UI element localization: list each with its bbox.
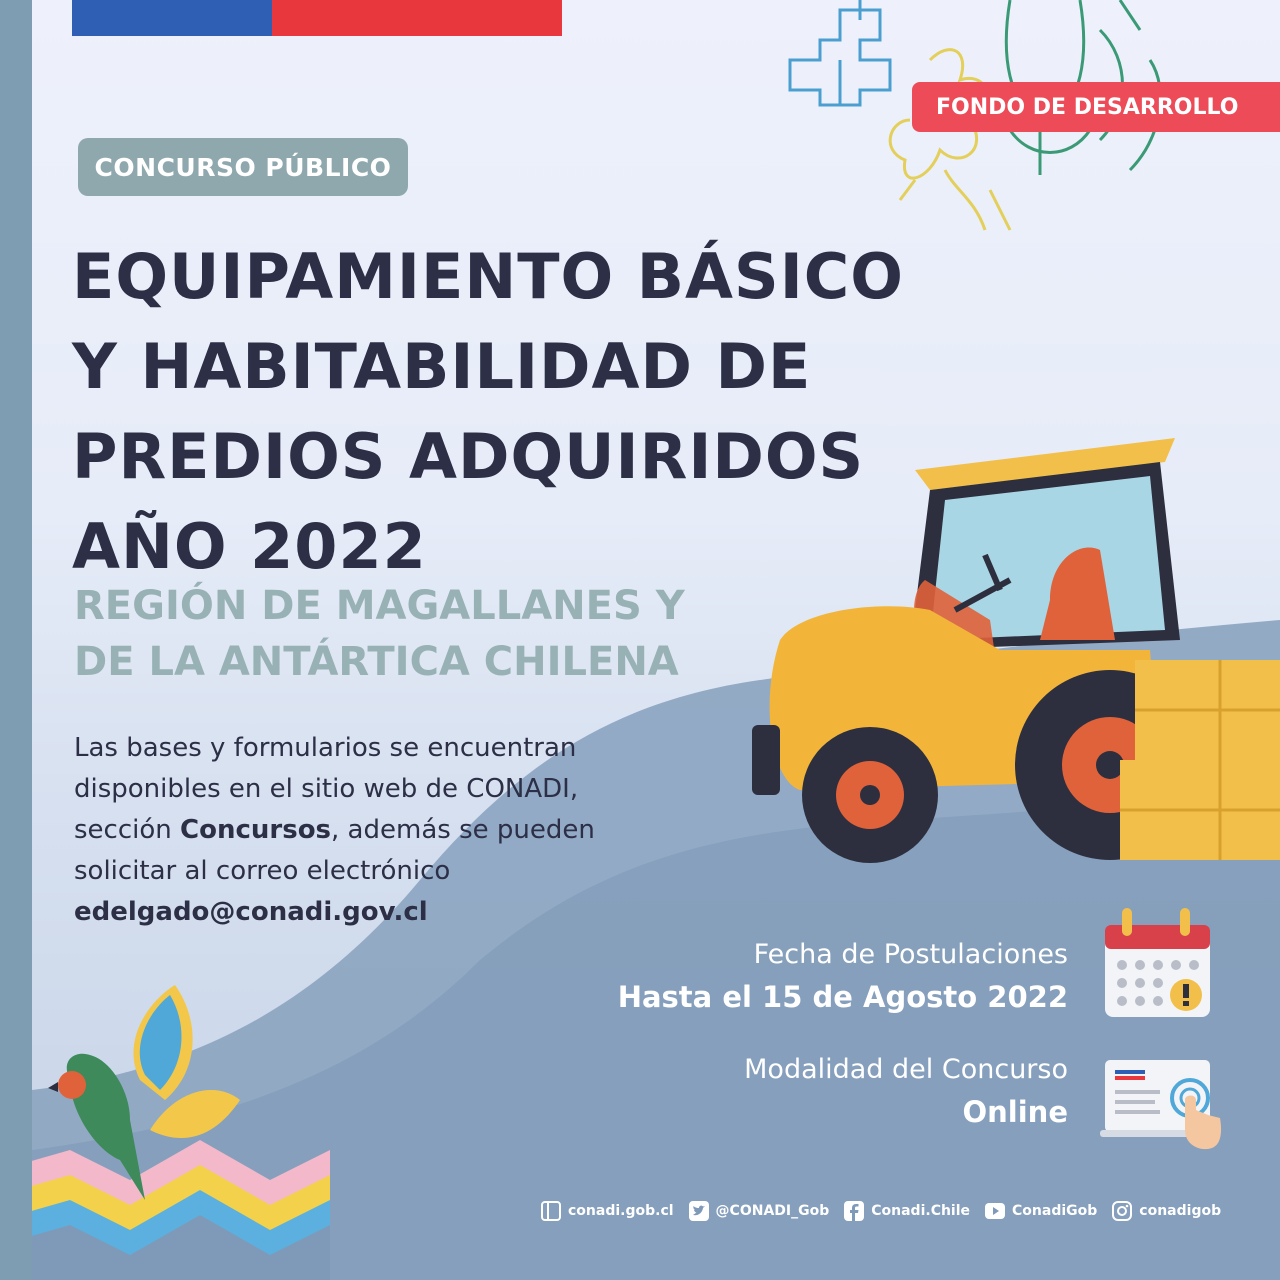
fecha-label: Fecha de Postulaciones <box>753 939 1068 970</box>
region-subtitle <box>74 578 685 690</box>
title-line: PREDIOS ADQUIRIDOS <box>72 420 865 493</box>
fondo-de-desarrollo-tag: FONDO DE DESARROLLO <box>912 82 1280 132</box>
social-facebook-label: Conadi.Chile <box>871 1203 971 1219</box>
social-links <box>540 1200 1221 1222</box>
social-web-label: conadi.gob.cl <box>568 1203 674 1219</box>
twitter-icon <box>688 1200 710 1222</box>
youtube-icon <box>984 1200 1006 1222</box>
subtitle-line: REGIÓN DE MAGALLANES Y <box>74 583 685 629</box>
body-text: , además se pueden <box>331 815 595 845</box>
body-paragraph <box>74 728 595 933</box>
contact-email[interactable]: edelgado@conadi.gov.cl <box>74 897 428 927</box>
title-line: Y HABITABILIDAD DE <box>72 330 812 403</box>
online-touch-icon <box>1100 1060 1221 1149</box>
fecha-value: Hasta el 15 de Agosto 2022 <box>617 980 1068 1014</box>
social-twitter[interactable] <box>688 1200 830 1222</box>
title-line: AÑO 2022 <box>72 510 427 583</box>
social-facebook[interactable] <box>843 1200 970 1222</box>
concurso-publico-badge: CONCURSO PÚBLICO <box>78 138 408 196</box>
body-text: sección <box>74 815 181 845</box>
title-line: EQUIPAMIENTO BÁSICO <box>72 240 904 313</box>
body-line: solicitar al correo electrónico <box>74 856 451 886</box>
flag-stripe-blue <box>72 0 272 36</box>
social-twitter-label: @CONADI_Gob <box>715 1203 830 1219</box>
social-instagram[interactable] <box>1111 1200 1221 1222</box>
facebook-icon <box>843 1200 865 1222</box>
modalidad-value: Online <box>962 1095 1068 1129</box>
main-title <box>72 232 904 592</box>
concursos-bold: Concursos <box>180 815 332 845</box>
flag-stripe-red <box>272 0 562 36</box>
body-line: Las bases y formularios se encuentran <box>74 733 577 763</box>
social-web[interactable] <box>540 1200 674 1222</box>
fecha-block <box>618 935 1068 1019</box>
subtitle-line: DE LA ANTÁRTICA CHILENA <box>74 639 679 685</box>
social-youtube-label: ConadiGob <box>1012 1203 1098 1219</box>
web-icon <box>540 1200 562 1222</box>
body-line: disponibles en el sitio web de CONADI, <box>74 774 579 804</box>
instagram-icon <box>1111 1200 1133 1222</box>
modalidad-block <box>744 1050 1068 1134</box>
left-side-bar <box>0 0 32 1280</box>
body-line <box>74 810 595 851</box>
social-instagram-label: conadigob <box>1139 1203 1222 1219</box>
modalidad-label: Modalidad del Concurso <box>744 1054 1068 1085</box>
social-youtube[interactable] <box>984 1200 1097 1222</box>
